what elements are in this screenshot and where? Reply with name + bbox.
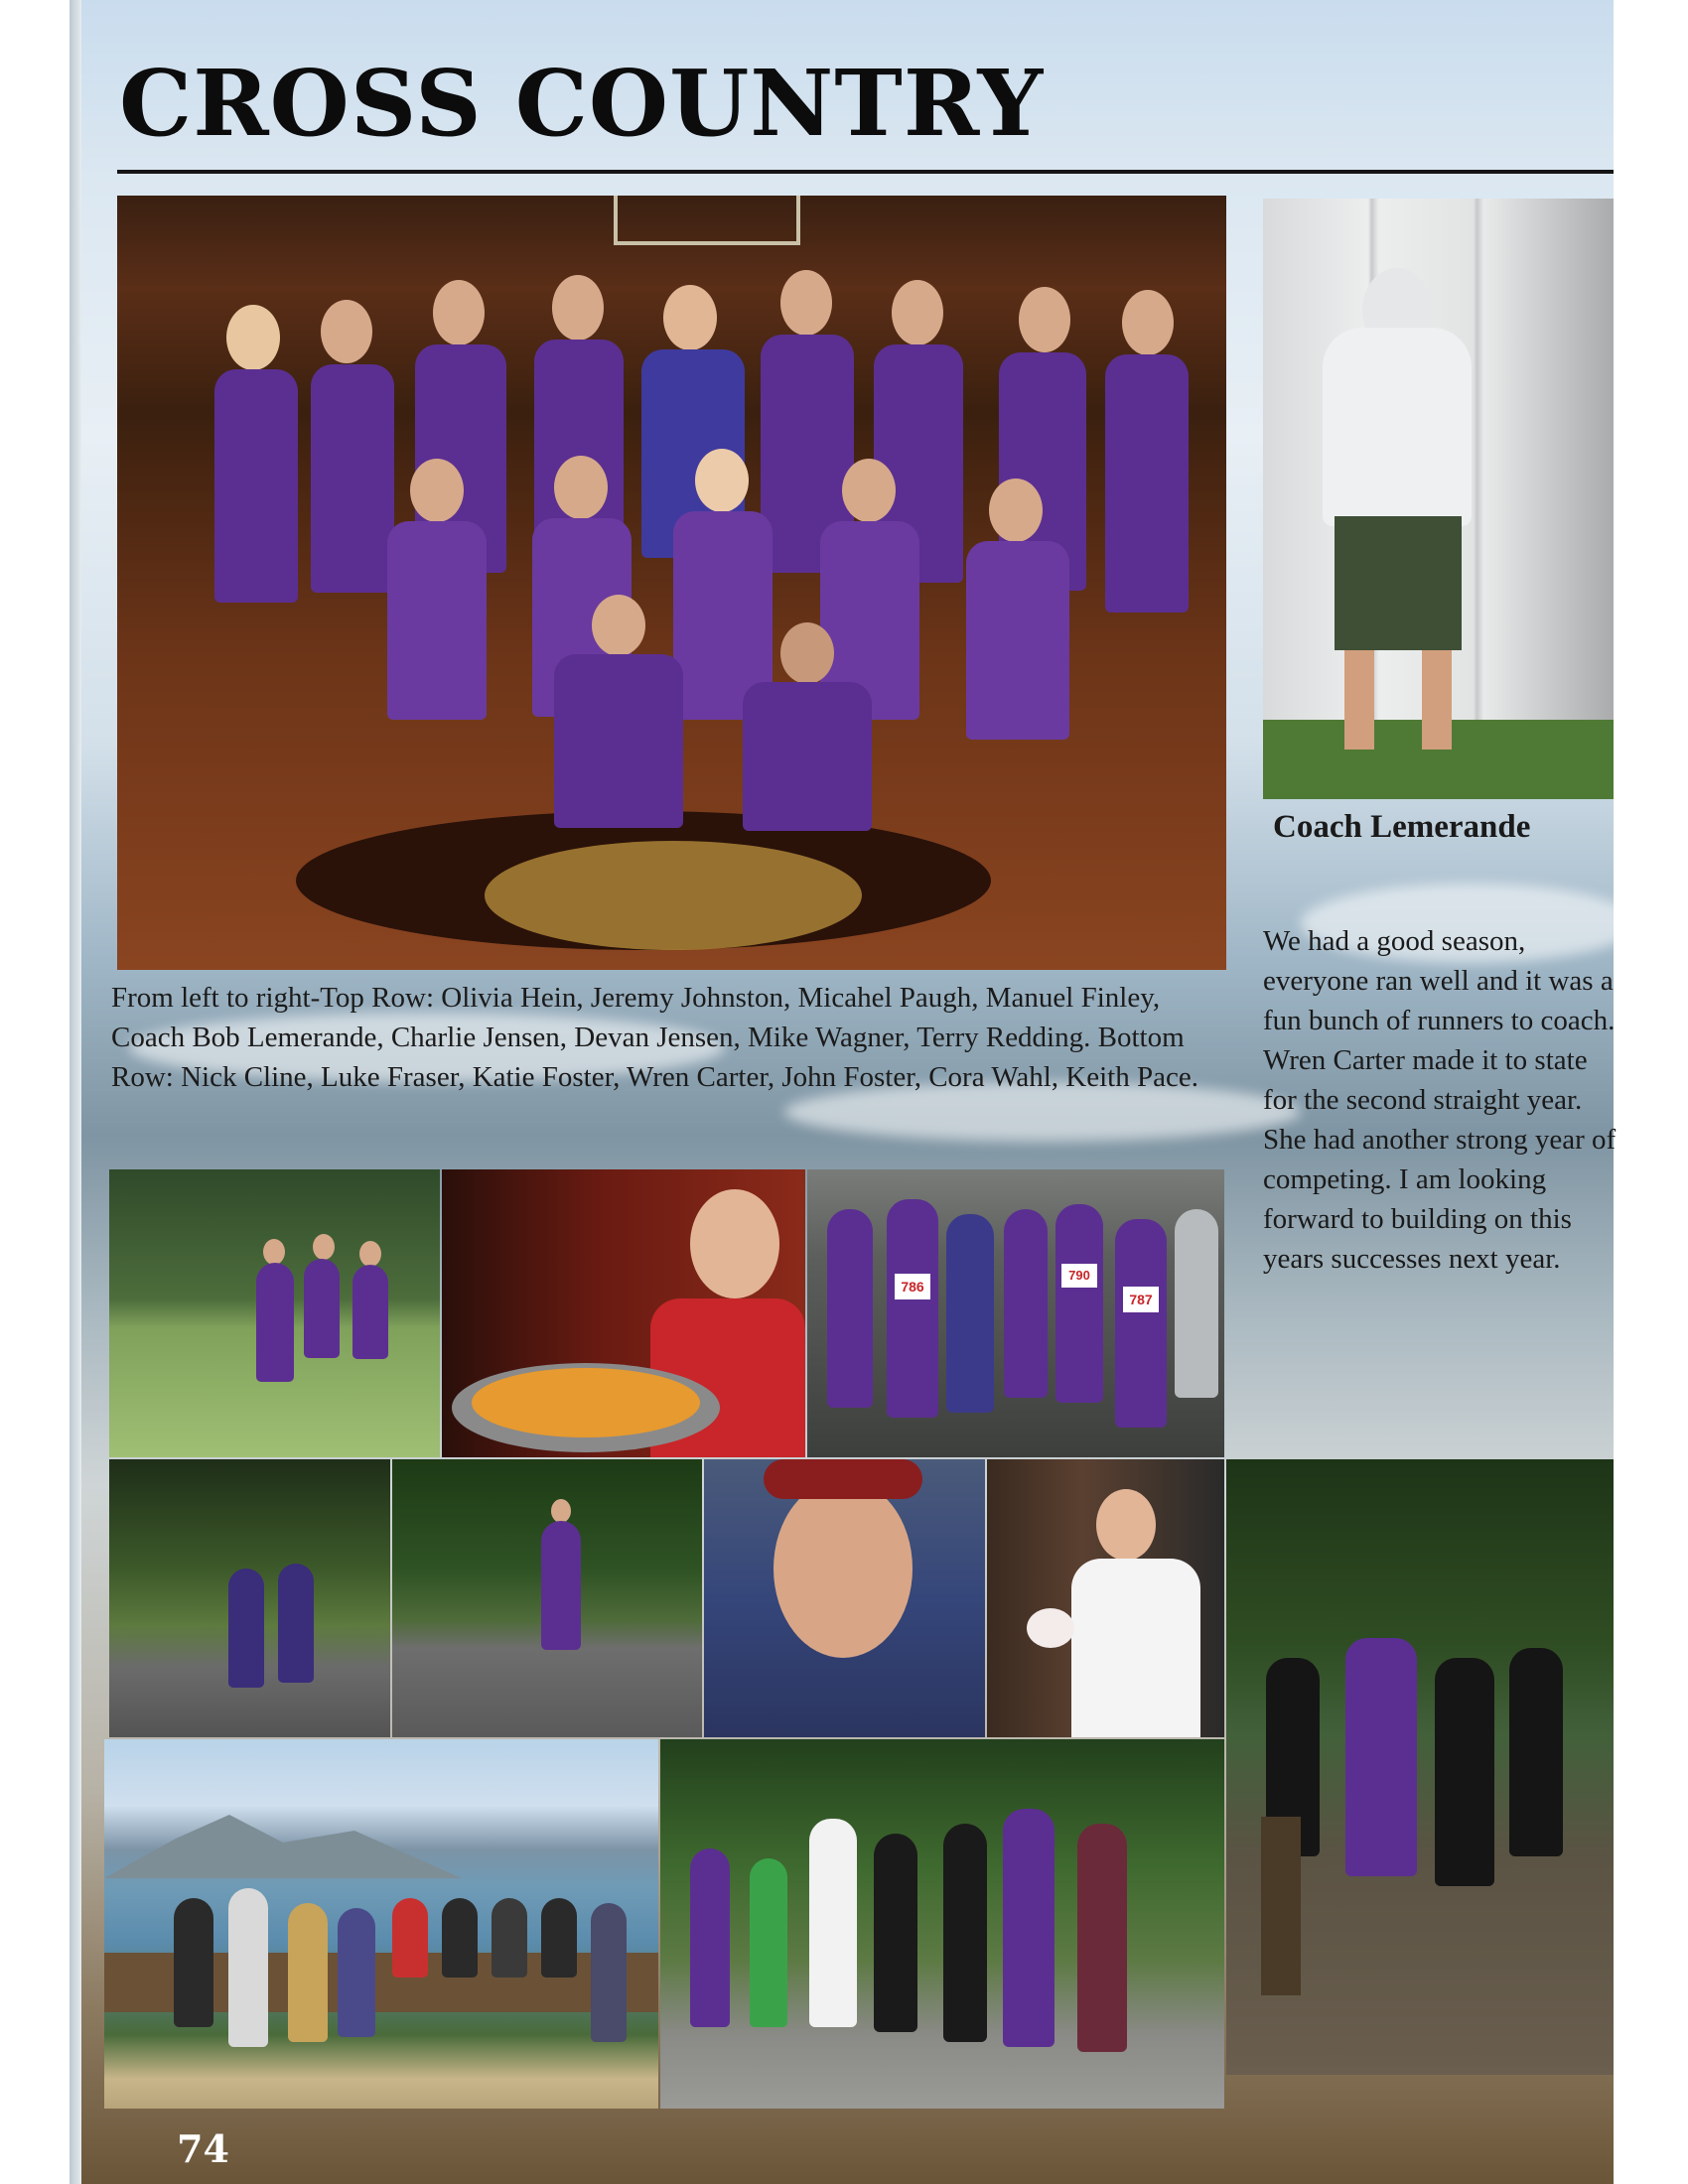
person-head [663,285,717,350]
person-head [892,280,943,345]
ice-cream-photo [987,1459,1224,1737]
person-figure [1003,1809,1055,2047]
coach-shorts [1335,516,1462,650]
person-figure [228,1569,264,1688]
person-head [551,1499,571,1523]
basketball-backboard [614,196,800,245]
person-figure [1105,354,1189,613]
court-logo [485,841,862,950]
person-figure [887,1199,938,1418]
person-figure [256,1263,294,1382]
person-figure [966,541,1069,740]
ice-cream [1027,1608,1074,1648]
person-figure [442,1898,478,1978]
person-head [690,1189,779,1298]
forest-race-photo [1226,1459,1614,2075]
person-head [989,478,1043,542]
race-bib: 790 [1061,1264,1097,1288]
pizza [472,1368,700,1437]
person-figure [1115,1219,1167,1428]
person-figure [591,1903,627,2042]
bandana [764,1459,922,1499]
person-head [359,1241,381,1267]
pack-race-photo [660,1739,1224,2109]
person-figure [288,1903,328,2042]
person-figure [1175,1209,1218,1398]
race-bib: 786 [895,1274,930,1299]
person-figure [827,1209,873,1408]
coach-photo-caption: Coach Lemerande [1273,809,1531,845]
page-title: CROSS COUNTRY [119,50,1045,157]
person-figure [1077,1824,1127,2052]
person-head [552,275,604,341]
person-figure [228,1888,268,2047]
person-head [226,305,280,370]
page-spine [70,0,81,2184]
person-figure [1345,1638,1417,1876]
person-head [1096,1489,1156,1561]
trail-post [1261,1817,1301,1995]
person-figure [1055,1204,1103,1403]
person-head [592,595,645,656]
person-head [1019,287,1070,352]
race-bib: 787 [1123,1287,1159,1312]
coastline-group-photo [104,1739,658,2109]
person-figure [943,1824,987,2042]
person-head [774,1479,913,1658]
person-head [554,456,608,519]
person-figure [338,1908,375,2037]
person-figure [874,1834,917,2032]
person-figure [174,1898,213,2027]
team-photo [117,196,1226,970]
person-figure [214,369,298,603]
person-figure [541,1521,581,1650]
person-figure [1435,1658,1494,1886]
person-head [433,280,485,345]
team-photo-caption: From left to right-Top Row: Olivia Hein, Jeremy Johnston, Micahel Paugh, Manuel Finley, Coach Bob Lemerande, Charlie Jensen, Devan Jensen, Mike Wagner, Terry Redding. Bottom Row: Nick Cline, Luke Fraser, Katie Foster, Wren Carter, John Foster, Cora Wahl, Keith Pace. [111,982,1198,1093]
title-rule [117,170,1614,174]
page-margin [1614,0,1688,2184]
person-head [780,270,832,336]
person-head [410,459,464,522]
pizza-dinner-photo [442,1169,805,1457]
person-figure [492,1898,527,1978]
person-figure [946,1214,994,1413]
person-figure [1323,328,1472,526]
race-start-photo [807,1169,1224,1457]
coach-quote: We had a good season, everyone ran well and it was a fun bunch of runners to coach. Wren Carter made it to state for the second straight year. She had another strong year of competing. I am looking forward to building on this years successes next year. [1263,925,1617,1275]
funny-face-photo [704,1459,985,1737]
person-figure [809,1819,857,2027]
mountains [104,1799,462,1878]
coach-photo [1263,199,1614,799]
trail-runner-photo [392,1459,702,1737]
person-head [263,1239,285,1265]
person-figure [541,1898,577,1978]
person-figure [311,364,394,593]
person-head [780,622,834,684]
person-figure [1509,1648,1563,1856]
page-number: 74 [177,2126,229,2171]
person-figure [387,521,487,720]
person-figure [278,1564,314,1683]
person-figure [743,682,872,831]
person-head [1122,290,1174,355]
person-head [695,449,749,512]
person-figure [392,1898,428,1978]
person-figure [690,1848,730,2027]
person-head [313,1234,335,1260]
person-figure [352,1265,388,1359]
person-figure [750,1858,787,2027]
white-shirt [1071,1559,1200,1737]
path-runners-photo [109,1459,390,1737]
runners-grass-photo [109,1169,440,1457]
person-figure [304,1259,340,1358]
person-figure [1004,1209,1048,1398]
person-head [842,459,896,522]
person-figure [554,654,683,828]
person-head [321,300,372,363]
